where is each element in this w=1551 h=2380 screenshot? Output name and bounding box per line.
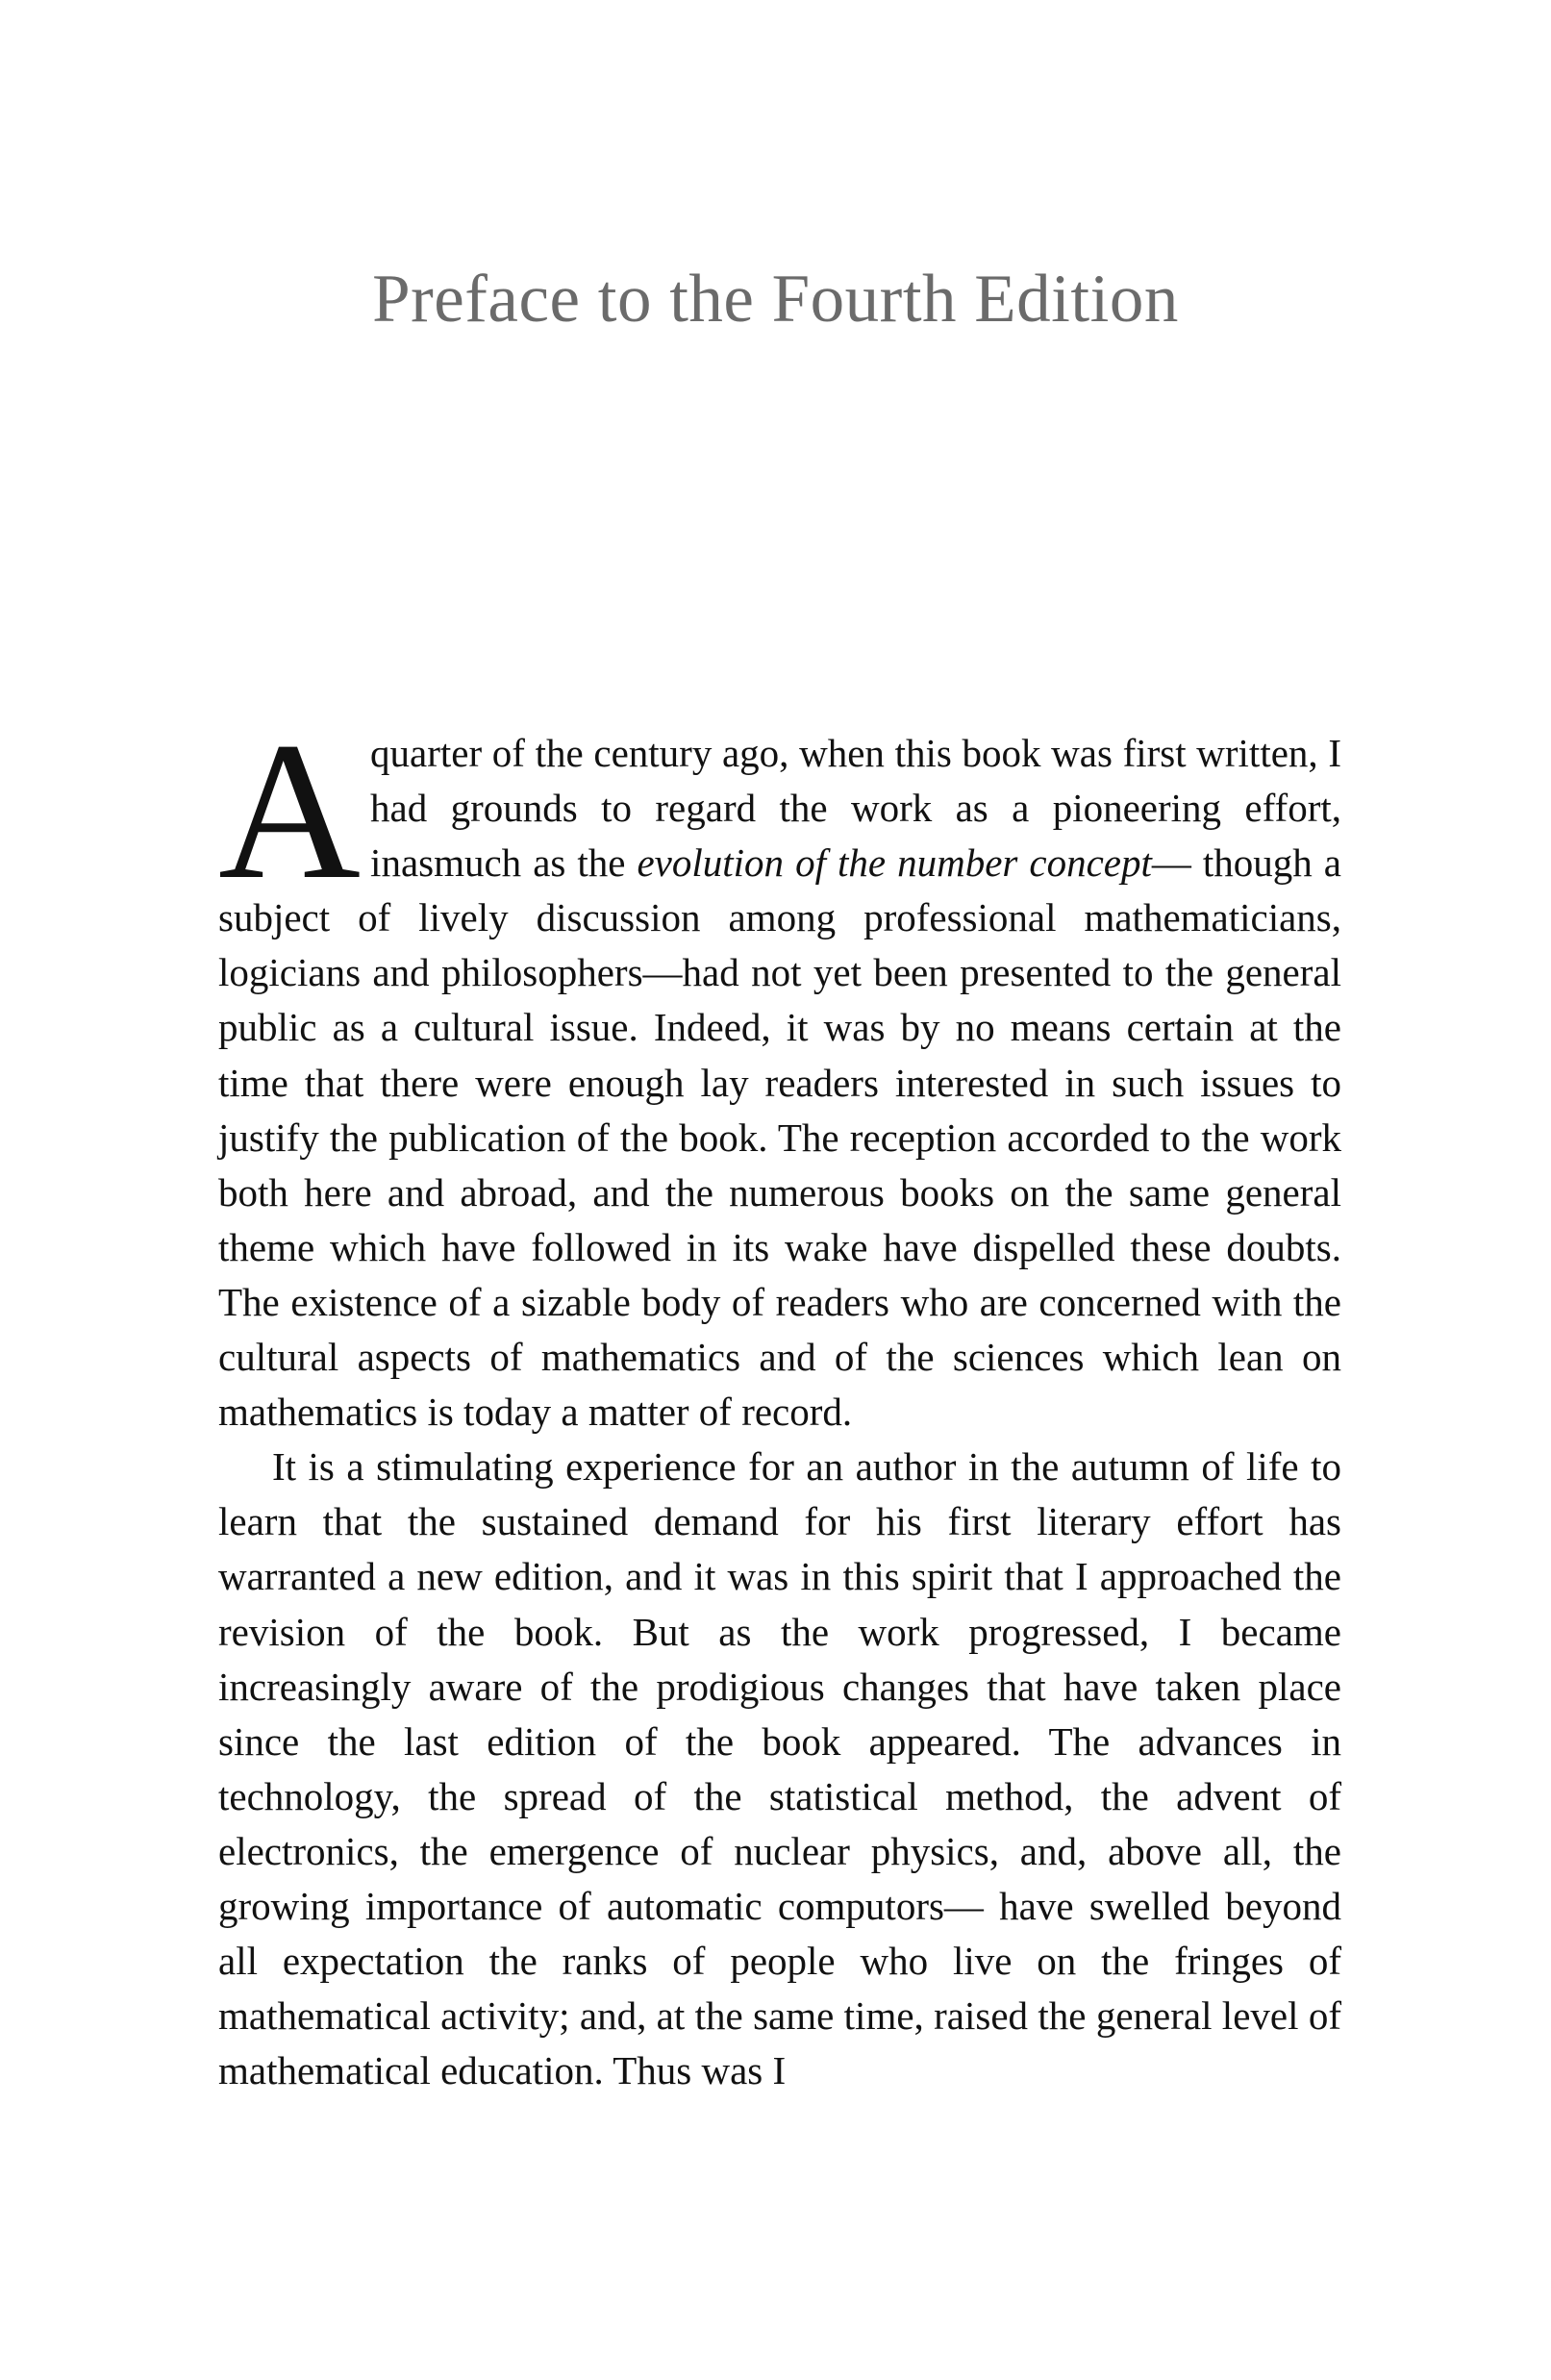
paragraph-2: It is a stimulating experience for an author in the autumn of life to learn that the sustained demand for his first literary effort has warranted a new edition, and it was in this spirit that I approached the revision of the book. But as the work progressed, I became increasingly aware of the prodigious changes that have taken place since the last edition of the book appeared. The advances in technology, the spread of the statistical method, the advent of electronics, the emergence of nuclear physics, and, above all, the growing importance of automatic computors— have swelled beyond all expectation the ranks of people who live on the fringes of mathematical activity; and, at the same time, raised the general level of mathematical education. Thus was I: [218, 1444, 1341, 2093]
chapter-title: Preface to the Fourth Edition: [372, 262, 1179, 337]
paragraph-1-emphasis: evolution of the number concept: [637, 840, 1152, 886]
paragraph-1: [218, 702, 1341, 1440]
drop-cap: A: [218, 702, 362, 920]
paragraph-1-text-start: quarter of the century ago, when this book was first written, I had grounds to regard the work as a pioneering effort, inasmuch as the: [370, 731, 1341, 886]
paragraph-1-text-end: — though a subject of lively discussion among professional mathematicians, logicians and philosophers—had not yet been presented to the general public as a cultural issue. Indeed, it was by no means certain at the time that there were enough lay readers interested in such issues to justify the publication of the book. The reception accorded to the work both here and abroad, and the numerous books on the same general theme which have followed in its wake have dispelled these doubts. The existence of a sizable body of readers who are concerned with the cultural aspects of mathematics and of the sciences which lean on mathematics is today a matter of record.: [218, 840, 1341, 1435]
body-text: [218, 702, 1341, 2098]
